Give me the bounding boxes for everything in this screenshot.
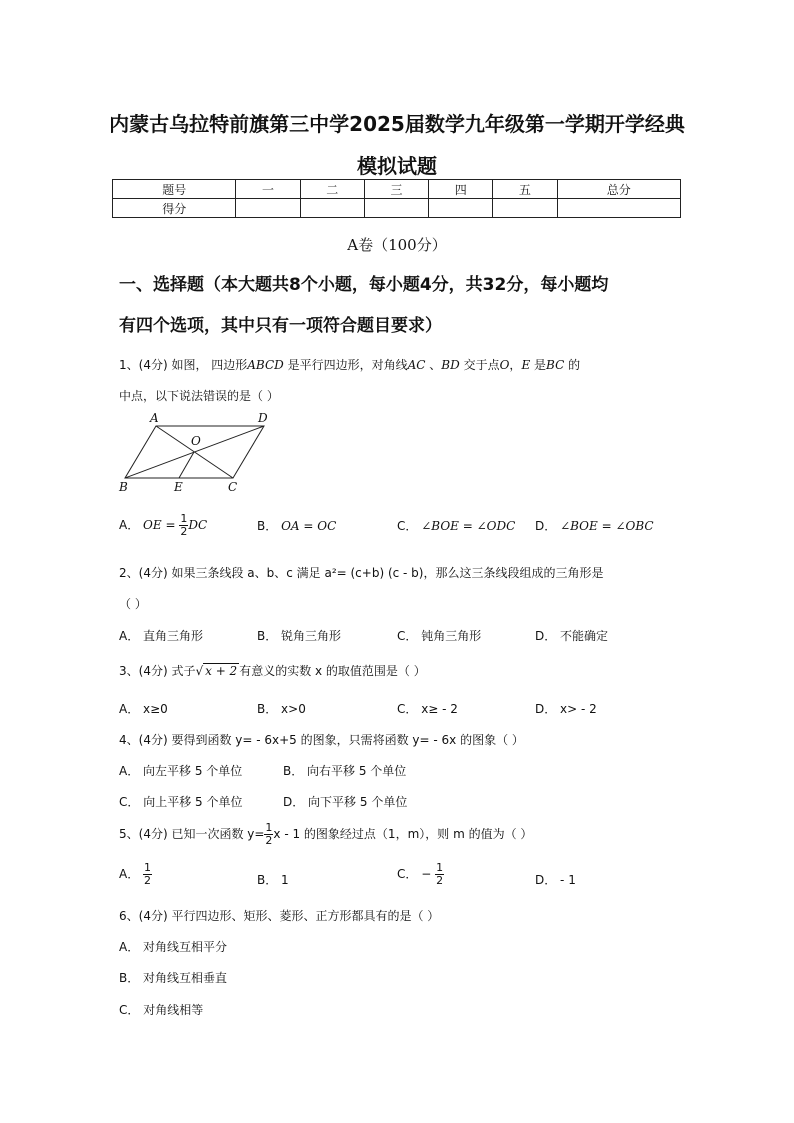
q2-option-d[interactable]: D． 不能确定 bbox=[535, 629, 609, 643]
score-cell: 四 bbox=[429, 180, 493, 199]
q1-option-c[interactable]: C． ∠BOE = ∠ODC bbox=[397, 519, 516, 533]
label-b: B bbox=[119, 480, 128, 494]
score-table bbox=[112, 179, 681, 218]
q4-option-d[interactable]: D． 向下平移 5 个单位 bbox=[283, 795, 408, 809]
q3-option-b[interactable]: B． x>0 bbox=[257, 702, 306, 716]
q1-stem-line1: 1、(4分) 如图， 四边形ABCD 是平行四边形，对角线AC 、BD 交于点O，E 是BC 的 bbox=[119, 358, 581, 372]
score-input-cell bbox=[364, 199, 428, 218]
label-e: E bbox=[174, 480, 183, 494]
q2-stem-line1: 2、(4分) 如果三条线段 a、b、c 满足 a²= (c+b) (c - b)，那么这三条线段组成的三角形是 bbox=[119, 566, 604, 580]
q4-option-b[interactable]: B． 向右平移 5 个单位 bbox=[283, 764, 407, 778]
score-cell: 得分 bbox=[113, 199, 236, 218]
q3-stem: 3、(4分) 式子√ x + 2 有意义的实数 x 的取值范围是（ ） bbox=[119, 664, 426, 678]
q6-option-c[interactable]: C． 对角线相等 bbox=[119, 1003, 204, 1017]
score-input-cell bbox=[493, 199, 557, 218]
fraction: $\frac{1}{2}$ bbox=[180, 512, 188, 538]
q4-stem: 4、(4分) 要得到函数 y= - 6x+5 的图象，只需将函数 y= - 6x 的图象（ ） bbox=[119, 733, 524, 747]
label-c: C bbox=[228, 480, 238, 494]
q4-option-c[interactable]: C． 向上平移 5 个单位 bbox=[119, 795, 243, 809]
score-table-header-row bbox=[113, 180, 681, 199]
score-cell: 总分 bbox=[557, 180, 680, 199]
q5-option-b[interactable]: B． 1 bbox=[257, 873, 289, 887]
q5-option-d[interactable]: D． - 1 bbox=[535, 873, 576, 887]
q5-option-c[interactable]: C． − $\frac{1}{2}$ bbox=[397, 861, 444, 887]
score-input-cell bbox=[236, 199, 300, 218]
score-input-cell bbox=[557, 199, 680, 218]
q2-stem-line2: （ ） bbox=[119, 597, 147, 611]
q3-option-a[interactable]: A． x≥0 bbox=[119, 702, 168, 716]
q3-option-d[interactable]: D． x> - 2 bbox=[535, 702, 597, 716]
q1-option-d[interactable]: D． ∠BOE = ∠OBC bbox=[535, 519, 654, 533]
q6-option-a[interactable]: A． 对角线互相平分 bbox=[119, 940, 228, 954]
fraction: $\frac{1}{2}$ bbox=[265, 821, 273, 847]
q1-option-a[interactable]: A． OE = $\frac{1}{2}$ DC bbox=[119, 512, 208, 538]
fraction: $\frac{1}{2}$ bbox=[436, 861, 444, 887]
score-cell: 题号 bbox=[113, 180, 236, 199]
fraction: $\frac{1}{2}$ bbox=[144, 861, 152, 887]
q5-option-a[interactable]: A． $\frac{1}{2}$ bbox=[119, 861, 152, 887]
q4-option-a[interactable]: A． 向左平移 5 个单位 bbox=[119, 764, 243, 778]
exam-title-line2: 模拟试题 bbox=[357, 154, 437, 178]
score-cell: 三 bbox=[364, 180, 428, 199]
parallelogram-figure bbox=[112, 408, 282, 494]
sqrt-expression: x + 2 bbox=[205, 664, 238, 678]
exam-title-line1: 内蒙古乌拉特前旗第三中学2025届数学九年级第一学期开学经典 bbox=[109, 112, 685, 136]
section1-heading-line2: 有四个选项，其中只有一项符合题目要求） bbox=[119, 316, 442, 336]
score-table-score-row bbox=[113, 199, 681, 218]
score-cell: 一 bbox=[236, 180, 300, 199]
q6-option-b[interactable]: B． 对角线互相垂直 bbox=[119, 971, 228, 985]
q2-option-b[interactable]: B． 锐角三角形 bbox=[257, 629, 342, 643]
label-o: O bbox=[191, 434, 201, 448]
q1-option-b[interactable]: B． OA = OC bbox=[257, 519, 337, 533]
q6-stem: 6、(4分) 平行四边形、矩形、菱形、正方形都具有的是（ ） bbox=[119, 909, 440, 923]
q1-stem-line2: 中点，以下说法错误的是（ ） bbox=[119, 389, 279, 403]
q3-option-c[interactable]: C． x≥ - 2 bbox=[397, 702, 458, 716]
segment-oe bbox=[179, 452, 194, 478]
section1-heading-line1: 一、选择题（本大题共8个小题，每小题4分，共32分，每小题均 bbox=[119, 275, 609, 295]
label-d: D bbox=[258, 411, 268, 425]
q2-option-c[interactable]: C． 钝角三角形 bbox=[397, 629, 482, 643]
score-input-cell bbox=[300, 199, 364, 218]
paper-a-heading: A卷（100分） bbox=[347, 236, 447, 254]
q2-option-a[interactable]: A． 直角三角形 bbox=[119, 629, 204, 643]
score-cell: 二 bbox=[300, 180, 364, 199]
score-cell: 五 bbox=[493, 180, 557, 199]
score-input-cell bbox=[429, 199, 493, 218]
label-a: A bbox=[150, 411, 159, 425]
q5-stem: 5、(4分) 已知一次函数 y= $\frac{1}{2}$ x - 1 的图象经过点（1，m），则 m 的值为（ ） bbox=[119, 821, 533, 847]
